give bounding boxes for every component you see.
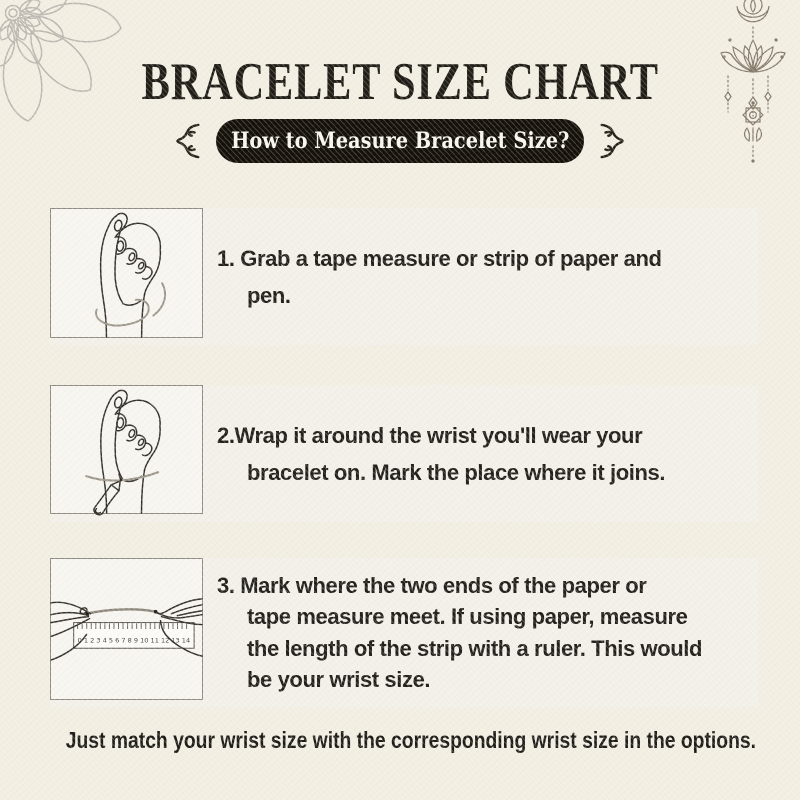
- ruler-strip-icon: [51, 559, 202, 699]
- step-2-illustration-box: [50, 385, 203, 514]
- badge-label: How to Measure Bracelet Size?: [230, 128, 570, 154]
- step-1-line-2: pen.: [247, 282, 291, 308]
- step-3-line-2: tape measure meet. If using paper, measure: [247, 604, 688, 629]
- step-3-row: [50, 558, 758, 707]
- how-to-measure-badge: [216, 119, 584, 163]
- step-2-line-1: 2.Wrap it around the wrist you'll wear your: [217, 422, 643, 448]
- flourish-left-icon: [169, 120, 203, 162]
- step-2-text: [217, 385, 752, 522]
- flourish-right-icon: [597, 120, 631, 162]
- step-2-row: [50, 385, 758, 522]
- step-1-illustration-box: [50, 208, 203, 338]
- hand-pen-mark-icon: [51, 386, 202, 513]
- footer-note: Just match your wrist size with the corresponding wrist size in the options.: [65, 727, 756, 753]
- step-1-row: [50, 208, 758, 345]
- step-2-line-2: bracelet on. Mark the place where it joins.: [247, 459, 666, 485]
- ruler-numbers: 0 1 2 3 4 5 6 7 8 9 10 11 12 13 14: [77, 638, 191, 645]
- step-3-line-3: the length of the strip with a ruler. This would: [247, 635, 703, 661]
- step-1-line-1: 1. Grab a tape measure or strip of paper and: [217, 245, 662, 271]
- page-title: BRACELET SIZE CHART: [141, 53, 659, 111]
- step-3-illustration-box: [50, 558, 203, 700]
- step-3-line-1: 3. Mark where the two ends of the paper or: [217, 572, 647, 598]
- step-3-text: [217, 558, 752, 707]
- subtitle-row: [0, 116, 800, 166]
- hand-tape-loop-icon: [51, 209, 202, 337]
- step-3-line-4: be your wrist size.: [247, 667, 431, 692]
- step-1-text: [217, 208, 752, 345]
